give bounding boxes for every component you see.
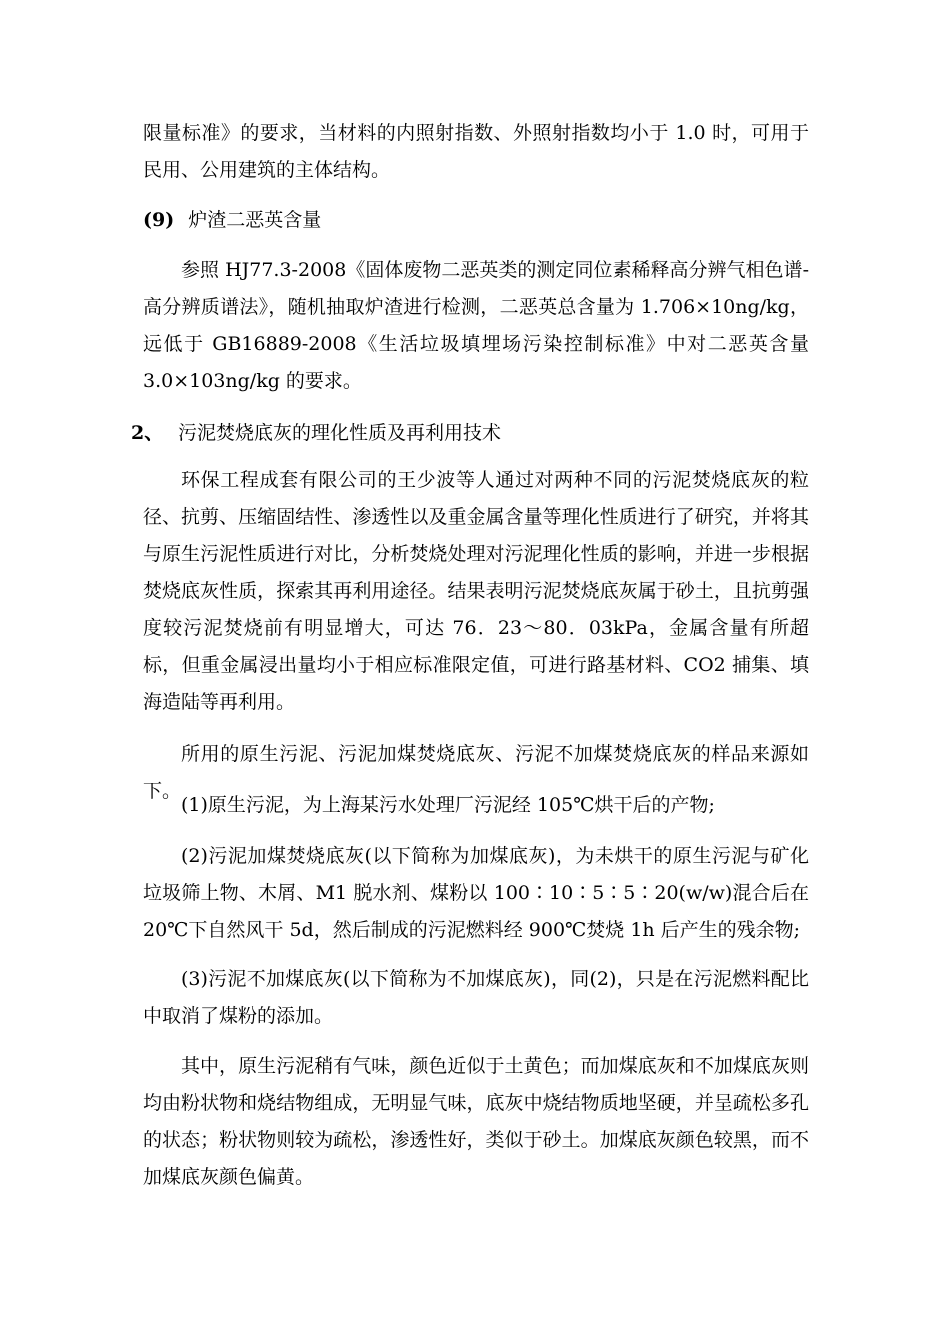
paragraph-sample-2: (2)污泥加煤焚烧底灰(以下简称为加煤底灰)，为未烘干的原生污泥与矿化垃圾筛上物、木屑、M1 脱水剂、煤粉以 100∶10∶5∶5∶20(w/w)混合后在 20℃下自然风干 5d，然后制成的污泥燃料经 900℃焚烧 1h 后产生的残余物; <box>143 845 809 941</box>
section-title: 污泥焚烧底灰的理化性质及再利用技术 <box>178 422 502 444</box>
paragraph-sample-1: (1)原生污泥，为上海某污水处理厂污泥经 105℃烘干后的产物; <box>181 794 715 816</box>
paragraph-sample-appearance: 其中，原生污泥稍有气味，颜色近似于土黄色；而加煤底灰和不加煤底灰则均由粉状物和烧结物组成，无明显气味，底灰中烧结物质地坚硬，并呈疏松多孔的状态；粉状物则较为疏松，渗透性好，类似于砂土。加煤底灰颜色较黑，而不加煤底灰颜色偏黄。 <box>143 1055 809 1188</box>
section-number: 2、 <box>131 422 164 444</box>
paragraph-research-summary: 环保工程成套有限公司的王少波等人通过对两种不同的污泥焚烧底灰的粒径、抗剪、压缩固结性、渗透性以及重金属含量等理化性质进行了研究，并将其与原生污泥性质进行对比，分析焚烧处理对污泥理化性质的影响，并进一步根据焚烧底灰性质，探索其再利用途径。结果表明污泥焚烧底灰属于砂土，且抗剪强度较污泥焚烧前有明显增大，可达 76．23～80．03kPa，金属含量有所超标，但重金属浸出量均小于相应标准限定值，可进行路基材料、CO2 捕集、填海造陆等再利用。 <box>143 469 809 713</box>
heading-number: (9) <box>143 209 175 231</box>
paragraph-dioxin-test: 参照 HJ77.3-2008《固体废物二恶英类的测定同位素稀释高分辨气相色谱-高分辨质谱法》，随机抽取炉渣进行检测，二恶英总含量为 1.706×10ng/kg，远低于 GB16889-2008《生活垃圾填埋场污染控制标准》中对二恶英含量 3.0×103ng/kg 的要求。 <box>143 259 809 392</box>
paragraph-sample-sources: 所用的原生污泥、污泥加煤焚烧底灰、污泥不加煤焚烧底灰的样品来源如下。 <box>143 743 809 802</box>
paragraph-radiation-standard: 限量标准》的要求，当材料的内照射指数、外照射指数均小于 1.0 时，可用于民用、公用建筑的主体结构。 <box>143 122 809 181</box>
heading-title: 炉渣二恶英含量 <box>188 209 322 231</box>
paragraph-sample-3: (3)污泥不加煤底灰(以下简称为不加煤底灰)，同(2)，只是在污泥燃料配比中取消了煤粉的添加。 <box>143 968 809 1027</box>
heading-dioxin-content <box>143 202 809 239</box>
